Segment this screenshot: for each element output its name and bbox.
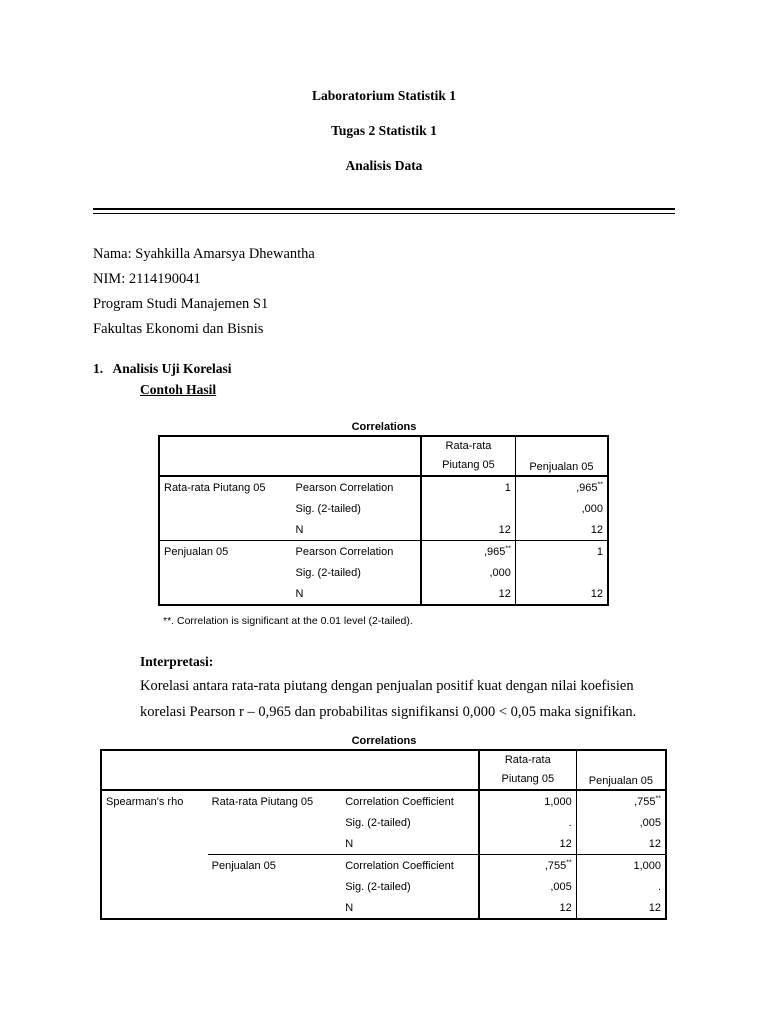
row-method-label: Spearman's rho (106, 795, 184, 808)
table-cell: . (576, 876, 666, 897)
column-header: Rata-rata Piutang 05 (421, 436, 515, 476)
row-stat-label: Sig. (2-tailed) (345, 816, 411, 829)
table-cell: ,755** (479, 855, 576, 877)
table-cell (515, 562, 608, 583)
table-cell: 12 (576, 833, 666, 855)
table-cell: 12 (515, 583, 608, 605)
table-cell: 1 (421, 476, 515, 498)
table-cell: ,965** (515, 476, 608, 498)
interpretation-text-line: Korelasi antara rata-rata piutang dengan penjualan positif kuat dengan nilai koefisien (140, 678, 634, 694)
row-stat-label: Sig. (2-tailed) (295, 566, 361, 579)
table-row (159, 562, 608, 583)
row-variable-label: Penjualan 05 (164, 545, 229, 558)
row-stat-label: Pearson Correlation (295, 481, 394, 494)
table-row (101, 897, 666, 919)
table-cell: ,005 (576, 812, 666, 833)
table-cell: ,000 (515, 498, 608, 519)
table-row (159, 476, 608, 498)
table-cell: ,005 (479, 876, 576, 897)
table-cell: 1 (515, 541, 608, 563)
interpretation-text-line: korelasi Pearson r – 0,965 dan probabilitas signifikansi 0,000 < 0,05 maka signifikan. (140, 704, 637, 720)
table-cell: . (479, 812, 576, 833)
table-cell: 12 (576, 897, 666, 919)
table-cell: 12 (515, 519, 608, 541)
table-cell: 12 (479, 897, 576, 919)
row-variable-label: Rata-rata Piutang 05 (211, 795, 314, 808)
column-header: Penjualan 05 (515, 436, 608, 476)
row-variable-label: Rata-rata Piutang 05 (164, 481, 266, 494)
doc-title-lab: Laboratorium Statistik 1 (311, 88, 456, 103)
row-stat-label: Correlation Coefficient (345, 795, 454, 808)
table-row (101, 790, 666, 812)
row-stat-label: N (345, 901, 354, 914)
column-header: Penjualan 05 (576, 750, 666, 790)
row-stat-label: N (345, 837, 354, 850)
pearson-table-caption: Correlations (351, 421, 417, 433)
student-program: Program Studi Manajemen S1 (93, 296, 269, 312)
table-row (159, 498, 608, 519)
pearson-correlation-table (158, 435, 609, 606)
table-row (101, 833, 666, 855)
table-row (159, 583, 608, 605)
header-divider-thin (93, 213, 675, 214)
row-variable-label: Penjualan 05 (208, 855, 342, 877)
header-divider-thick (93, 208, 675, 210)
table-cell: 12 (421, 583, 515, 605)
table-row (101, 876, 666, 897)
student-nim: NIM: 2114190041 (93, 271, 201, 287)
table-header-row (159, 436, 608, 476)
row-stat-label: Sig. (2-tailed) (345, 880, 411, 893)
doc-title-assignment: Tugas 2 Statistik 1 (331, 123, 437, 138)
table-row (159, 519, 608, 541)
table-cell: 1,000 (576, 855, 666, 877)
section-title: Analisis Uji Korelasi (112, 361, 232, 376)
student-faculty: Fakultas Ekonomi dan Bisnis (93, 321, 264, 337)
pearson-table-footnote: **. Correlation is significant at the 0.01 level (2-tailed). (163, 615, 413, 627)
row-stat-label: N (295, 523, 304, 536)
row-stat-label: Correlation Coefficient (341, 855, 479, 877)
table-cell: ,965** (421, 541, 515, 563)
table-row (101, 812, 666, 833)
table-cell: 12 (421, 519, 515, 541)
row-stat-label: Sig. (2-tailed) (295, 502, 361, 515)
table-cell: 1,000 (479, 790, 576, 812)
table-row (159, 541, 608, 563)
table-cell: 12 (479, 833, 576, 855)
table-cell: ,755** (576, 790, 666, 812)
section-number: 1. (93, 361, 104, 376)
column-header: Rata-rata Piutang 05 (479, 750, 576, 790)
table-row (101, 855, 666, 877)
section-heading (93, 361, 232, 377)
spearman-correlation-table (100, 749, 667, 920)
section-subtitle: Contoh Hasil (140, 382, 217, 397)
table-header-row (101, 750, 666, 790)
interpretation-heading: Interpretasi: (140, 654, 214, 669)
table-cell: ,000 (421, 562, 515, 583)
spearman-table-caption: Correlations (351, 735, 417, 747)
table-cell (421, 498, 515, 519)
student-name: Nama: Syahkilla Amarsya Dhewantha (93, 246, 315, 262)
row-stat-label: Pearson Correlation (295, 545, 394, 558)
row-stat-label: N (295, 587, 304, 600)
doc-title-analysis: Analisis Data (345, 158, 423, 173)
